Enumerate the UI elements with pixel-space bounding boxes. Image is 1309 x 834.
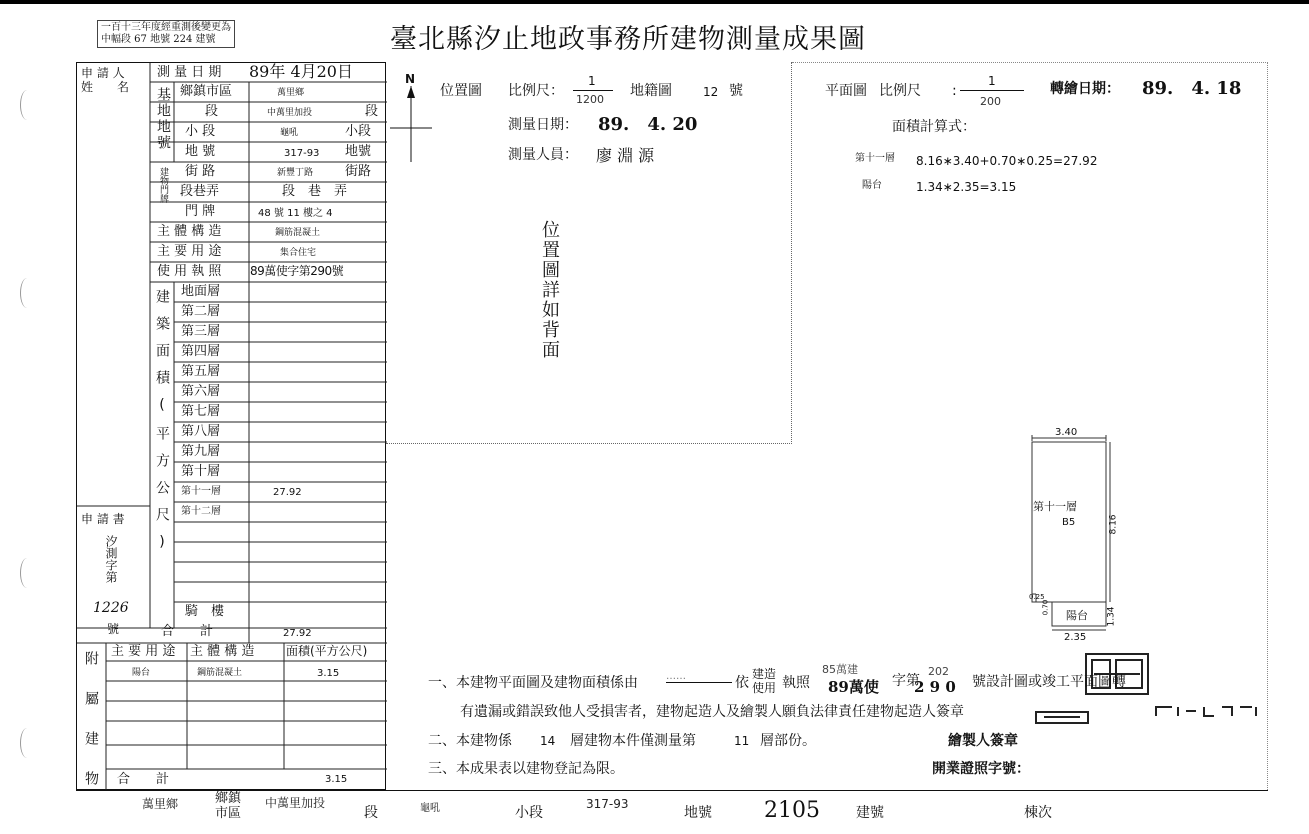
drafter-signature-label: 繪製人簽章 xyxy=(948,733,1018,749)
plan-floor-label: 第十一層 xyxy=(1033,500,1077,513)
structure-value: 鋼筋混凝土 xyxy=(275,228,321,238)
plan-dim-small-b: 0.70 xyxy=(1041,599,1050,616)
total-label: 合 計 xyxy=(161,624,214,639)
plan-dim-top: 3.40 xyxy=(1055,427,1078,438)
footer-building-number: 2105 xyxy=(764,798,820,823)
survey-date-value: 89年 4月20日 xyxy=(249,62,353,81)
use-value: 集合住宅 xyxy=(280,248,317,258)
location-date-label: 測量日期： xyxy=(508,117,578,133)
note-line-1: 一百十三年度經重測後變更為 xyxy=(101,22,231,33)
punch-hole-3 xyxy=(20,558,34,588)
north-label: N xyxy=(405,72,416,86)
punch-hole-4 xyxy=(20,728,34,758)
calc-balcony-label: 陽台 xyxy=(862,180,882,191)
location-map-label: 位置圖 xyxy=(440,83,482,99)
township-value: 萬里鄉 xyxy=(277,88,305,98)
subsection-label: 小 段 xyxy=(185,124,216,139)
floor-row-label: 第十一層 xyxy=(181,486,221,497)
floor-row-label: 第八層 xyxy=(181,424,221,439)
township-label: 鄉鎮市區 xyxy=(180,84,233,99)
punch-hole-2 xyxy=(20,278,34,308)
note-1-f: 89萬使 xyxy=(828,678,879,696)
location-map-panel xyxy=(386,62,792,444)
section-value: 中萬里加投 xyxy=(267,108,313,118)
annex-area-header: 面積(平方公尺) xyxy=(286,644,368,658)
note-line-2: 中幅段 67 地號 224 建號 xyxy=(101,34,216,45)
form-grid-lines xyxy=(77,63,387,791)
floor-row-label: 地面層 xyxy=(181,284,221,299)
annex-area-value: 3.15 xyxy=(317,668,340,679)
plan-scale-num: 1 xyxy=(988,74,996,88)
transfer-date-label: 轉繪日期： xyxy=(1050,81,1120,97)
building-data-form xyxy=(76,62,386,811)
permit-label: 使 用 執 照 xyxy=(157,264,222,279)
app-no-label: 申 請 書 xyxy=(81,512,125,526)
lane-label: 段巷弄 xyxy=(180,184,220,199)
surveyor-seal-stamp xyxy=(1034,710,1094,726)
app-no-prefix: 汐測字第 xyxy=(104,535,118,583)
area-calc-label: 面積計算式： xyxy=(892,119,976,135)
annex-struct-header: 主 體 構 造 xyxy=(190,644,255,659)
door-label: 建物門牌 xyxy=(158,167,168,203)
location-scale-label: 比例尺： xyxy=(508,83,564,99)
note-1-h: 202 xyxy=(928,665,949,678)
annex-total-value: 3.15 xyxy=(325,774,348,785)
calc-floor-label: 第十一層 xyxy=(855,153,895,164)
renumbering-note xyxy=(97,20,235,48)
floor-row-label: 第十二層 xyxy=(181,506,221,517)
street-unit: 街路 xyxy=(345,164,372,179)
structure-label: 主 體 構 造 xyxy=(157,224,222,239)
use-label: 主 要 用 途 xyxy=(157,244,222,259)
footer-building-label: 建號 xyxy=(856,805,884,821)
survey-date-label: 測 量 日 期 xyxy=(157,65,222,80)
base-lot-label: 基地地號 xyxy=(155,87,171,151)
street-value: 新豐丁路 xyxy=(277,168,314,178)
north-arrow-icon xyxy=(388,84,438,164)
street-label: 街 路 xyxy=(185,164,216,179)
calc-balcony-formula: 1.34∗2.35=3.15 xyxy=(916,180,1017,194)
footer-divider xyxy=(76,790,1268,791)
note-1-line-2: 有遺漏或錯誤致他人受損害者，建物起造人及繪製人願負法律責任建物起造人簽章 xyxy=(460,704,964,720)
app-no-value: 1226 xyxy=(93,600,129,616)
annex-use-header: 主 要 用 途 xyxy=(111,644,176,659)
plan-dim-right: 8.16 xyxy=(1108,514,1119,535)
floor-row-label: 第七層 xyxy=(181,404,221,419)
arcade-label: 騎 樓 xyxy=(185,604,225,619)
applicant-label-2: 姓 名 xyxy=(81,80,130,94)
location-scale-num: 1 xyxy=(588,74,596,88)
permit-value: 89萬使字第290號 xyxy=(250,264,344,278)
note-1-d: 執照 xyxy=(782,675,810,691)
location-scale-den: 1200 xyxy=(576,93,604,106)
surveyor-label: 測量人員： xyxy=(508,147,578,163)
applicant-label-1: 申 請 人 xyxy=(81,66,125,80)
plan-scale-den: 200 xyxy=(980,95,1001,108)
footer-unit-label: 棟次 xyxy=(1024,805,1052,821)
floor-row-label: 第二層 xyxy=(181,304,221,319)
location-scale-bar xyxy=(573,90,613,91)
footer-section-label: 段 xyxy=(364,805,378,821)
license-number-label: 開業證照字號： xyxy=(932,761,1030,777)
lot-unit: 地號 xyxy=(345,144,372,159)
document-title: 臺北縣汐止地政事務所建物測量成果圖 xyxy=(390,24,866,55)
plan-scale-bar xyxy=(960,90,1024,91)
cadastral-label: 地籍圖 xyxy=(630,83,672,99)
footer-township-label-2: 市區 xyxy=(215,806,242,821)
annex-vertical-label: 附屬建物 xyxy=(83,651,99,811)
plan-scale-label: 比例尺 xyxy=(879,83,921,99)
annex-struct-value: 鋼筋混凝土 xyxy=(197,668,243,678)
note-2-a: 二、本建物係 xyxy=(428,733,512,749)
cadastral-no: 12 xyxy=(703,85,719,99)
footer-lot-label: 地號 xyxy=(684,805,712,821)
floor-row-label: 第五層 xyxy=(181,364,221,379)
total-value: 27.92 xyxy=(283,628,312,639)
footer-township: 萬里鄉 xyxy=(142,797,179,811)
section-label: 段 xyxy=(205,104,219,119)
punch-hole-1 xyxy=(20,90,34,120)
plan-scale-colon: : xyxy=(952,83,957,99)
license-seal-stamp xyxy=(1152,704,1272,720)
note-1-name: …… xyxy=(666,672,732,683)
floor-11-area: 27.92 xyxy=(273,487,302,498)
section-unit: 段 xyxy=(365,104,379,119)
floor-row-label: 第十層 xyxy=(181,464,221,479)
door-no-value: 48 號 11 樓之 4 xyxy=(258,208,333,219)
note-1-g: 字第 xyxy=(892,673,920,689)
note-1-c2: 使用 xyxy=(752,681,777,695)
floor-row-label: 第六層 xyxy=(181,384,221,399)
area-vertical-label: 建築面積(平方公尺) xyxy=(154,289,170,563)
subsection-unit: 小段 xyxy=(345,124,372,139)
floor-plan-drawing xyxy=(1020,432,1140,632)
note-3: 三、本成果表以建物登記為限。 xyxy=(428,761,624,777)
footer-section: 中萬里加投 xyxy=(265,796,326,810)
lane-value: 段 巷 弄 xyxy=(282,184,348,199)
note-1-c1: 建造 xyxy=(752,667,777,681)
lot-value: 317-93 xyxy=(284,148,320,159)
note-1-b: 依 xyxy=(735,675,749,691)
floor-row-label: 第四層 xyxy=(181,344,221,359)
subsection-value: 龜吼 xyxy=(280,128,299,138)
note-1-i: 2 9 0 xyxy=(914,678,956,696)
floor-row-label: 第九層 xyxy=(181,444,221,459)
footer-lot: 317-93 xyxy=(586,797,629,811)
plan-dim-balcony-h: 1.34 xyxy=(1106,606,1117,627)
lot-label: 地 號 xyxy=(185,144,216,159)
plan-label: 平面圖 xyxy=(825,83,867,99)
plan-dim-balcony-w: 2.35 xyxy=(1064,632,1087,643)
plan-dim-small-a: 0.25 xyxy=(1029,593,1045,601)
note-2-b: 層建物本件僅測量第 xyxy=(570,733,696,749)
note-2-floors: 14 xyxy=(540,734,556,748)
top-border xyxy=(0,0,1309,4)
note-2-c: 層部份。 xyxy=(760,733,816,749)
note-1-j: 號設計圖或竣工平面圖轉 xyxy=(972,674,1126,690)
calc-floor-formula: 8.16∗3.40+0.70∗0.25=27.92 xyxy=(916,154,1098,168)
location-date-value: 89. 4. 20 xyxy=(598,114,698,135)
note-1-a: 一、本建物平面圖及建物面積係由 xyxy=(428,675,638,691)
location-note: 位置圖詳如背面 xyxy=(539,220,560,360)
annex-total-label: 合 計 xyxy=(117,772,170,787)
footer-township-label-1: 鄉鎮 xyxy=(215,791,242,806)
plan-balcony-label: 陽台 xyxy=(1066,609,1088,622)
note-1-e: 85萬建 xyxy=(822,663,858,676)
app-no-suffix: 號 xyxy=(107,622,120,636)
transfer-date-value: 89. 4. 18 xyxy=(1142,78,1242,99)
cadastral-unit: 號 xyxy=(729,83,743,99)
footer-subsection: 龜吼 xyxy=(420,803,440,814)
footer-subsection-label: 小段 xyxy=(515,805,543,821)
annex-use-value: 陽台 xyxy=(132,668,151,678)
note-2-floor: 11 xyxy=(734,734,750,748)
floor-row-label: 第三層 xyxy=(181,324,221,339)
plan-floor-code: B5 xyxy=(1062,517,1076,528)
surveyor-value: 廖 淵 源 xyxy=(596,146,655,165)
door-no-label: 門 牌 xyxy=(185,204,216,219)
